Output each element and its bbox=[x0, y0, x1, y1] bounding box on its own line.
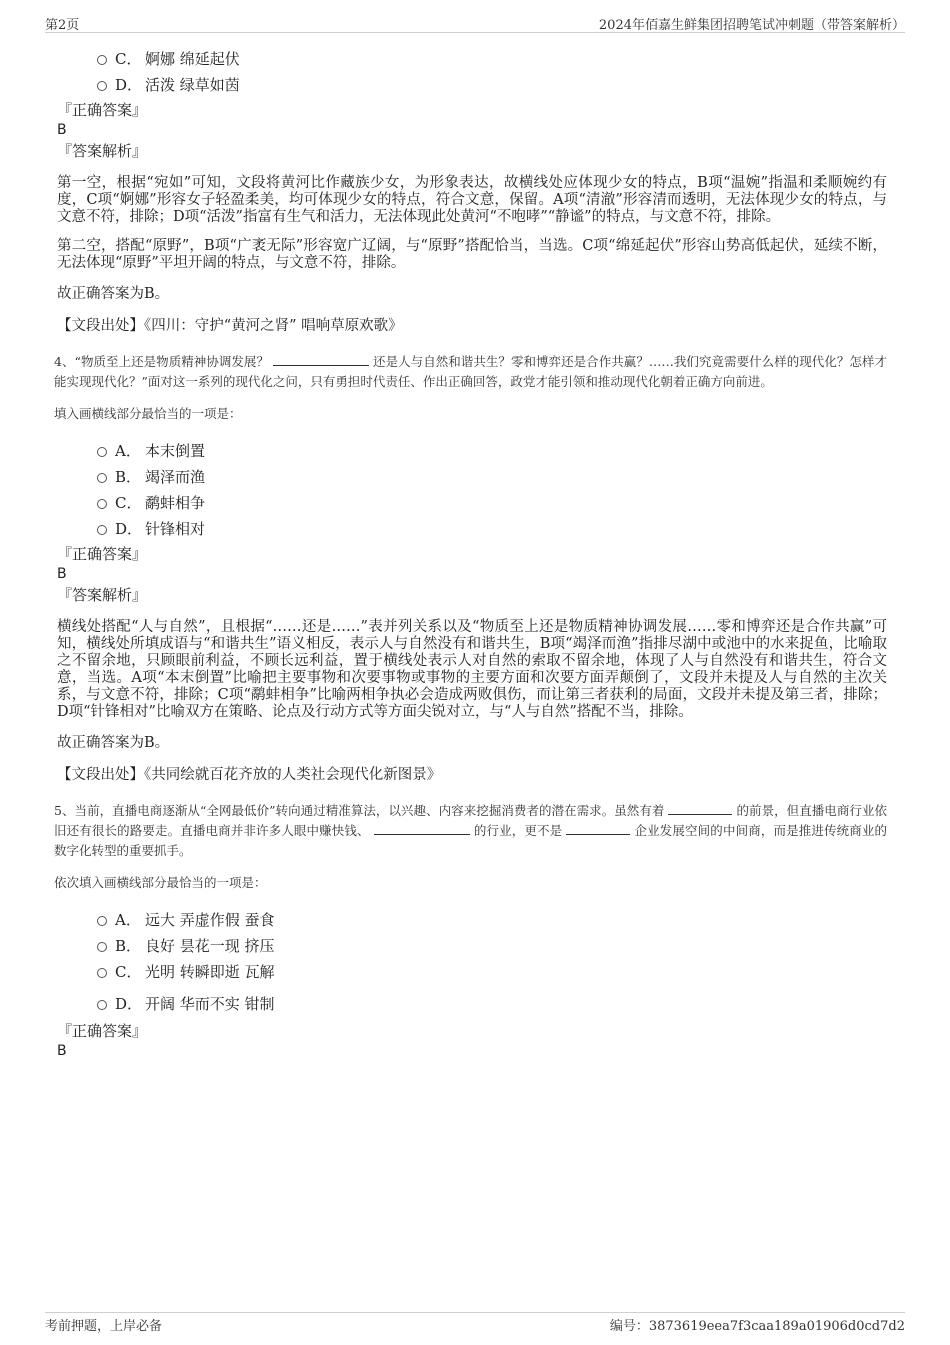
q5-answer-label: 『正确答案』 bbox=[57, 1022, 148, 1040]
q4-answer: B bbox=[57, 566, 67, 582]
q3-options bbox=[57, 46, 887, 98]
q4-analysis-label: 『答案解析』 bbox=[57, 586, 148, 604]
q3-source: 【文段出处】《四川：守护“黄河之肾” 唱响草原欢歌》 bbox=[57, 318, 403, 334]
radio-icon[interactable] bbox=[97, 81, 107, 91]
q5-option-b[interactable]: B． 良好 昙花一现 挤压 bbox=[57, 933, 887, 959]
radio-icon[interactable] bbox=[97, 447, 107, 457]
q4-source: 【文段出处】《共同绘就百花齐放的人类社会现代化新图景》 bbox=[57, 767, 442, 783]
fill-blank bbox=[566, 821, 630, 835]
document-title: 2024年佰嘉生鲜集团招聘笔试冲刺题（带答案解析） bbox=[598, 18, 905, 33]
radio-icon[interactable] bbox=[97, 968, 107, 978]
q3-analysis-p2: 第二空，搭配“原野”，B项“广袤无际”形容宽广辽阔，与“原野”搭配恰当，当选。C项“绵延起伏”形容山势高低起伏，延续不断，无法体现“原野”平坦开阔的特点，与文意不符，排除。 bbox=[57, 238, 887, 271]
page-footer bbox=[45, 1312, 905, 1335]
radio-icon[interactable] bbox=[97, 473, 107, 483]
q5-options bbox=[57, 907, 887, 1017]
radio-icon[interactable] bbox=[97, 942, 107, 952]
radio-icon[interactable] bbox=[97, 55, 107, 65]
q4-option-c[interactable]: C． 鹬蚌相争 bbox=[57, 490, 887, 516]
q3-conclusion: 故正确答案为B。 bbox=[57, 286, 170, 302]
q4-answer-label: 『正确答案』 bbox=[57, 545, 148, 563]
q5-option-a[interactable]: A． 远大 弄虚作假 蚕食 bbox=[57, 907, 887, 933]
radio-icon[interactable] bbox=[97, 1000, 107, 1010]
q5-instruction: 依次填入画横线部分最恰当的一项是： bbox=[54, 875, 267, 890]
q3-option-d[interactable]: D． 活泼 绿草如茵 bbox=[57, 72, 887, 98]
q4-instruction: 填入画横线部分最恰当的一项是： bbox=[54, 406, 242, 421]
footer-slogan: 考前押题，上岸必备 bbox=[45, 1319, 163, 1334]
q5-option-c[interactable]: C． 光明 转瞬即逝 瓦解 bbox=[57, 959, 887, 985]
fill-blank bbox=[374, 821, 470, 835]
q4-question: 4、“物质至上还是物质精神协调发展？ 还是人与自然和谐共生？零和博弈还是合作共赢？……我们究竟需要什么样的现代化？怎样才能实现现代化？”面对这一系列的现代化之问，只有勇担时代责任、作出正确回答，政党才能引领和推动现代化朝着正确方向前进。 bbox=[54, 354, 887, 389]
q5-question: 5、当前，直播电商逐渐从“全网最低价”转向通过精准算法，以兴趣、内容来挖掘消费者的潜在需求。虽然有着 的前景，但直播电商行业依旧还有很长的路要走。直播电商并非许多人眼中赚快钱、 的行业，更不是 企业发展空间的中间商，而是推进传统商业的数字化转型的重要抓手。 bbox=[54, 803, 887, 858]
fill-blank bbox=[273, 352, 369, 366]
document-code: 编号：3873619eea7f3caa189a01906d0cd7d2 bbox=[609, 1319, 905, 1334]
q4-analysis-p1: 横线处搭配“人与自然”，且根据“……还是……”表并列关系以及“物质至上还是物质精神协调发展……零和博弈还是合作共赢”可知，横线处所填成语与“和谐共生”语义相反，表示人与自然没有和谐共生，B项“竭泽而渔”指排尽湖中或池中的水来捉鱼，比喻取之不留余地，只顾眼前利益，不顾长远利益，置于横线处表示人对自然的索取不留余地，体现了人与自然没有和谐共生，符合文意，当选。A项“本末倒置”比喻把主要事物和次要事物或事物的主要方面和次要方面弄颠倒了，文段并未提及人与自然的主次关系，与文意不符，排除；C项“鹬蚌相争”比喻两相争执必会造成两败俱伤，而让第三者获利的局面，文段并未提及第三者，排除；D项“针锋相对”比喻双方在策略、论点及行动方式等方面尖锐对立，与“人与自然”搭配不当，排除。 bbox=[57, 619, 887, 720]
q5-option-d[interactable]: D． 开阔 华而不实 钳制 bbox=[57, 991, 887, 1017]
page-content bbox=[54, 46, 887, 1061]
q4-options bbox=[57, 438, 887, 542]
radio-icon[interactable] bbox=[97, 499, 107, 509]
radio-icon[interactable] bbox=[97, 525, 107, 535]
page-number: 第2页 bbox=[45, 18, 80, 33]
radio-icon[interactable] bbox=[97, 916, 107, 926]
q3-answer: B bbox=[57, 122, 67, 138]
q4-option-a[interactable]: A． 本末倒置 bbox=[57, 438, 887, 464]
q4-conclusion: 故正确答案为B。 bbox=[57, 735, 170, 751]
q4-option-d[interactable]: D． 针锋相对 bbox=[57, 516, 887, 542]
q3-analysis-label: 『答案解析』 bbox=[57, 142, 148, 160]
fill-blank bbox=[668, 801, 732, 815]
q3-analysis-p1: 第一空，根据“宛如”可知，文段将黄河比作藏族少女，为形象表达，故横线处应体现少女的特点，B项“温婉”指温和柔顺婉约有度，C项“婀娜”形容女子轻盈柔美，均可体现少女的特点，符合文意，保留。A项“清澈”形容清而透明，无法体现少女的特点，与文意不符，排除；D项“活泼”指富有生气和活力，无法体现此处黄河“不咆哮”“静谧”的特点，与文意不符，排除。 bbox=[57, 175, 887, 225]
q5-answer: B bbox=[57, 1043, 67, 1059]
q3-answer-label: 『正确答案』 bbox=[57, 101, 148, 119]
page-header bbox=[45, 14, 905, 33]
q4-option-b[interactable]: B． 竭泽而渔 bbox=[57, 464, 887, 490]
q3-option-c[interactable]: C． 婀娜 绵延起伏 bbox=[57, 46, 887, 72]
